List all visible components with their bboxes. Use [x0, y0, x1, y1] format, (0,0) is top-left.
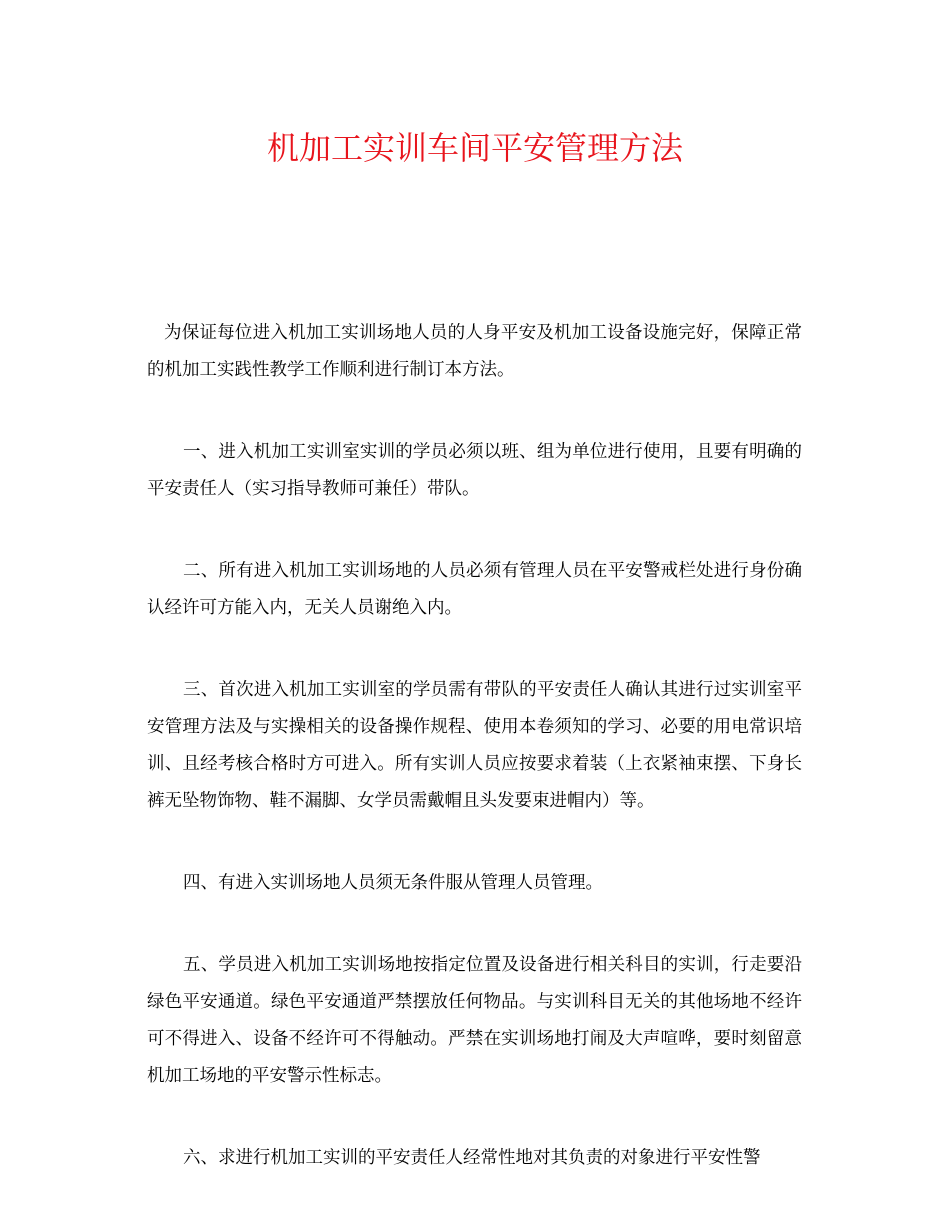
- document-body: [147, 315, 802, 1222]
- paragraph-rule-5: 五、学员进入机加工实训场地按指定位置及设备进行相关科目的实训，行走要沿绿色平安通道。绿色平安通道严禁摆放任何物品。与实训科目无关的其他场地不经许可不得进入、设备不经许可不得触动。严禁在实训场地打闹及大声喧哗，要时刻留意机加工场地的平安警示性标志。: [147, 955, 802, 1086]
- paragraph-intro: 为保证每位进入机加工实训场地人员的人身平安及机加工设备设施完好，保障正常的机加工实践性教学工作顺利进行制订本方法。: [147, 323, 802, 380]
- paragraph-rule-4: 四、有进入实训场地人员须无条件服从管理人员管理。: [183, 873, 603, 893]
- paragraph-rule-6: 六、求进行机加工实训的平安责任人经常性地对其负责的对象进行平安性警: [183, 1148, 761, 1168]
- paragraph-rule-2: 二、所有进入机加工实训场地的人员必须有管理人员在平安警戒栏处进行身份确认经许可方能入内，无关人员谢绝入内。: [147, 561, 802, 618]
- paragraph-rule-3: 三、首次进入机加工实训室的学员需有带队的平安责任人确认其进行过实训室平安管理方法及与实操相关的设备操作规程、使用本卷须知的学习、必要的用电常识培训、且经考核合格时方可进入。所有实训人员应按要求着装（上衣紧袖束摆、下身长裤无坠物饰物、鞋不漏脚、女学员需戴帽且头发要束进帽内）等。: [147, 680, 802, 811]
- paragraph-rule-1: 一、进入机加工实训室实训的学员必须以班、组为单位进行使用，且要有明确的平安责任人（实习指导教师可兼任）带队。: [147, 442, 802, 499]
- document-title: 机加工实训车间平安管理方法: [266, 129, 683, 167]
